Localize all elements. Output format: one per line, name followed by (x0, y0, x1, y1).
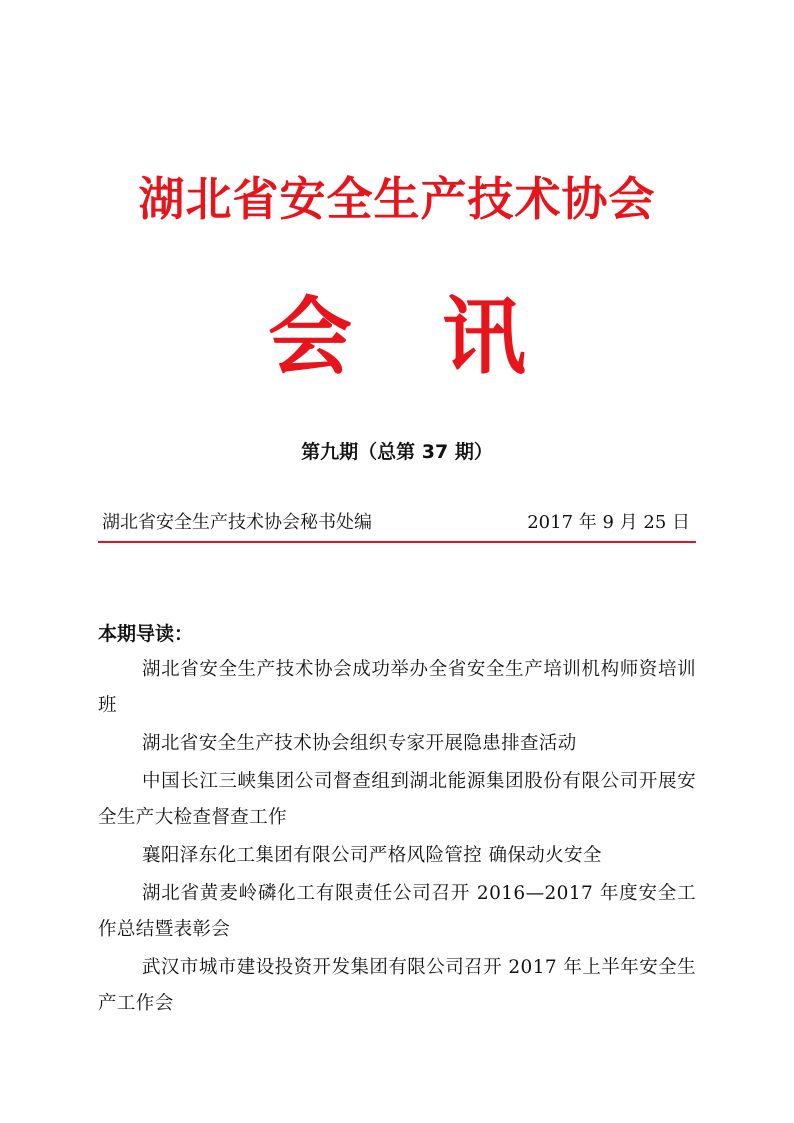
guide-item: 襄阳泽东化工集团有限公司严格风险管控 确保动火安全 (142, 845, 602, 866)
issue-number: 第九期（总第 37 期） (301, 441, 493, 463)
publication-title-char-2: 讯 (442, 288, 527, 386)
guide-heading: 本期导读： (98, 623, 194, 645)
publication-title-char-1: 会 (267, 288, 352, 386)
publication-date: 2017 年 9 月 25 日 (527, 512, 690, 533)
guide-item: 武汉市城市建设投资开发集团有限公司召开 2017 年上半年安全生产工作会 (98, 957, 696, 1014)
guide-item: 中国长江三峡集团公司督查组到湖北能源集团股份有限公司开展安全生产大检查督查工作 (98, 771, 696, 828)
organization-title: 湖北省安全生产技术协会 (138, 172, 656, 226)
guide-item: 湖北省黄麦岭磷化工有限责任公司召开 2016—2017 年度安全工作总结暨表彰会 (98, 883, 696, 940)
guide-item: 湖北省安全生产技术协会成功举办全省安全生产培训机构师资培训班 (98, 659, 696, 716)
publication-meta (98, 508, 694, 538)
editor-line: 湖北省安全生产技术协会秘书处编 (102, 512, 372, 533)
guide-item: 湖北省安全生产技术协会组织专家开展隐患排查活动 (142, 733, 577, 754)
guide-list (98, 650, 696, 1022)
red-divider (98, 541, 696, 543)
publication-title (0, 282, 794, 392)
